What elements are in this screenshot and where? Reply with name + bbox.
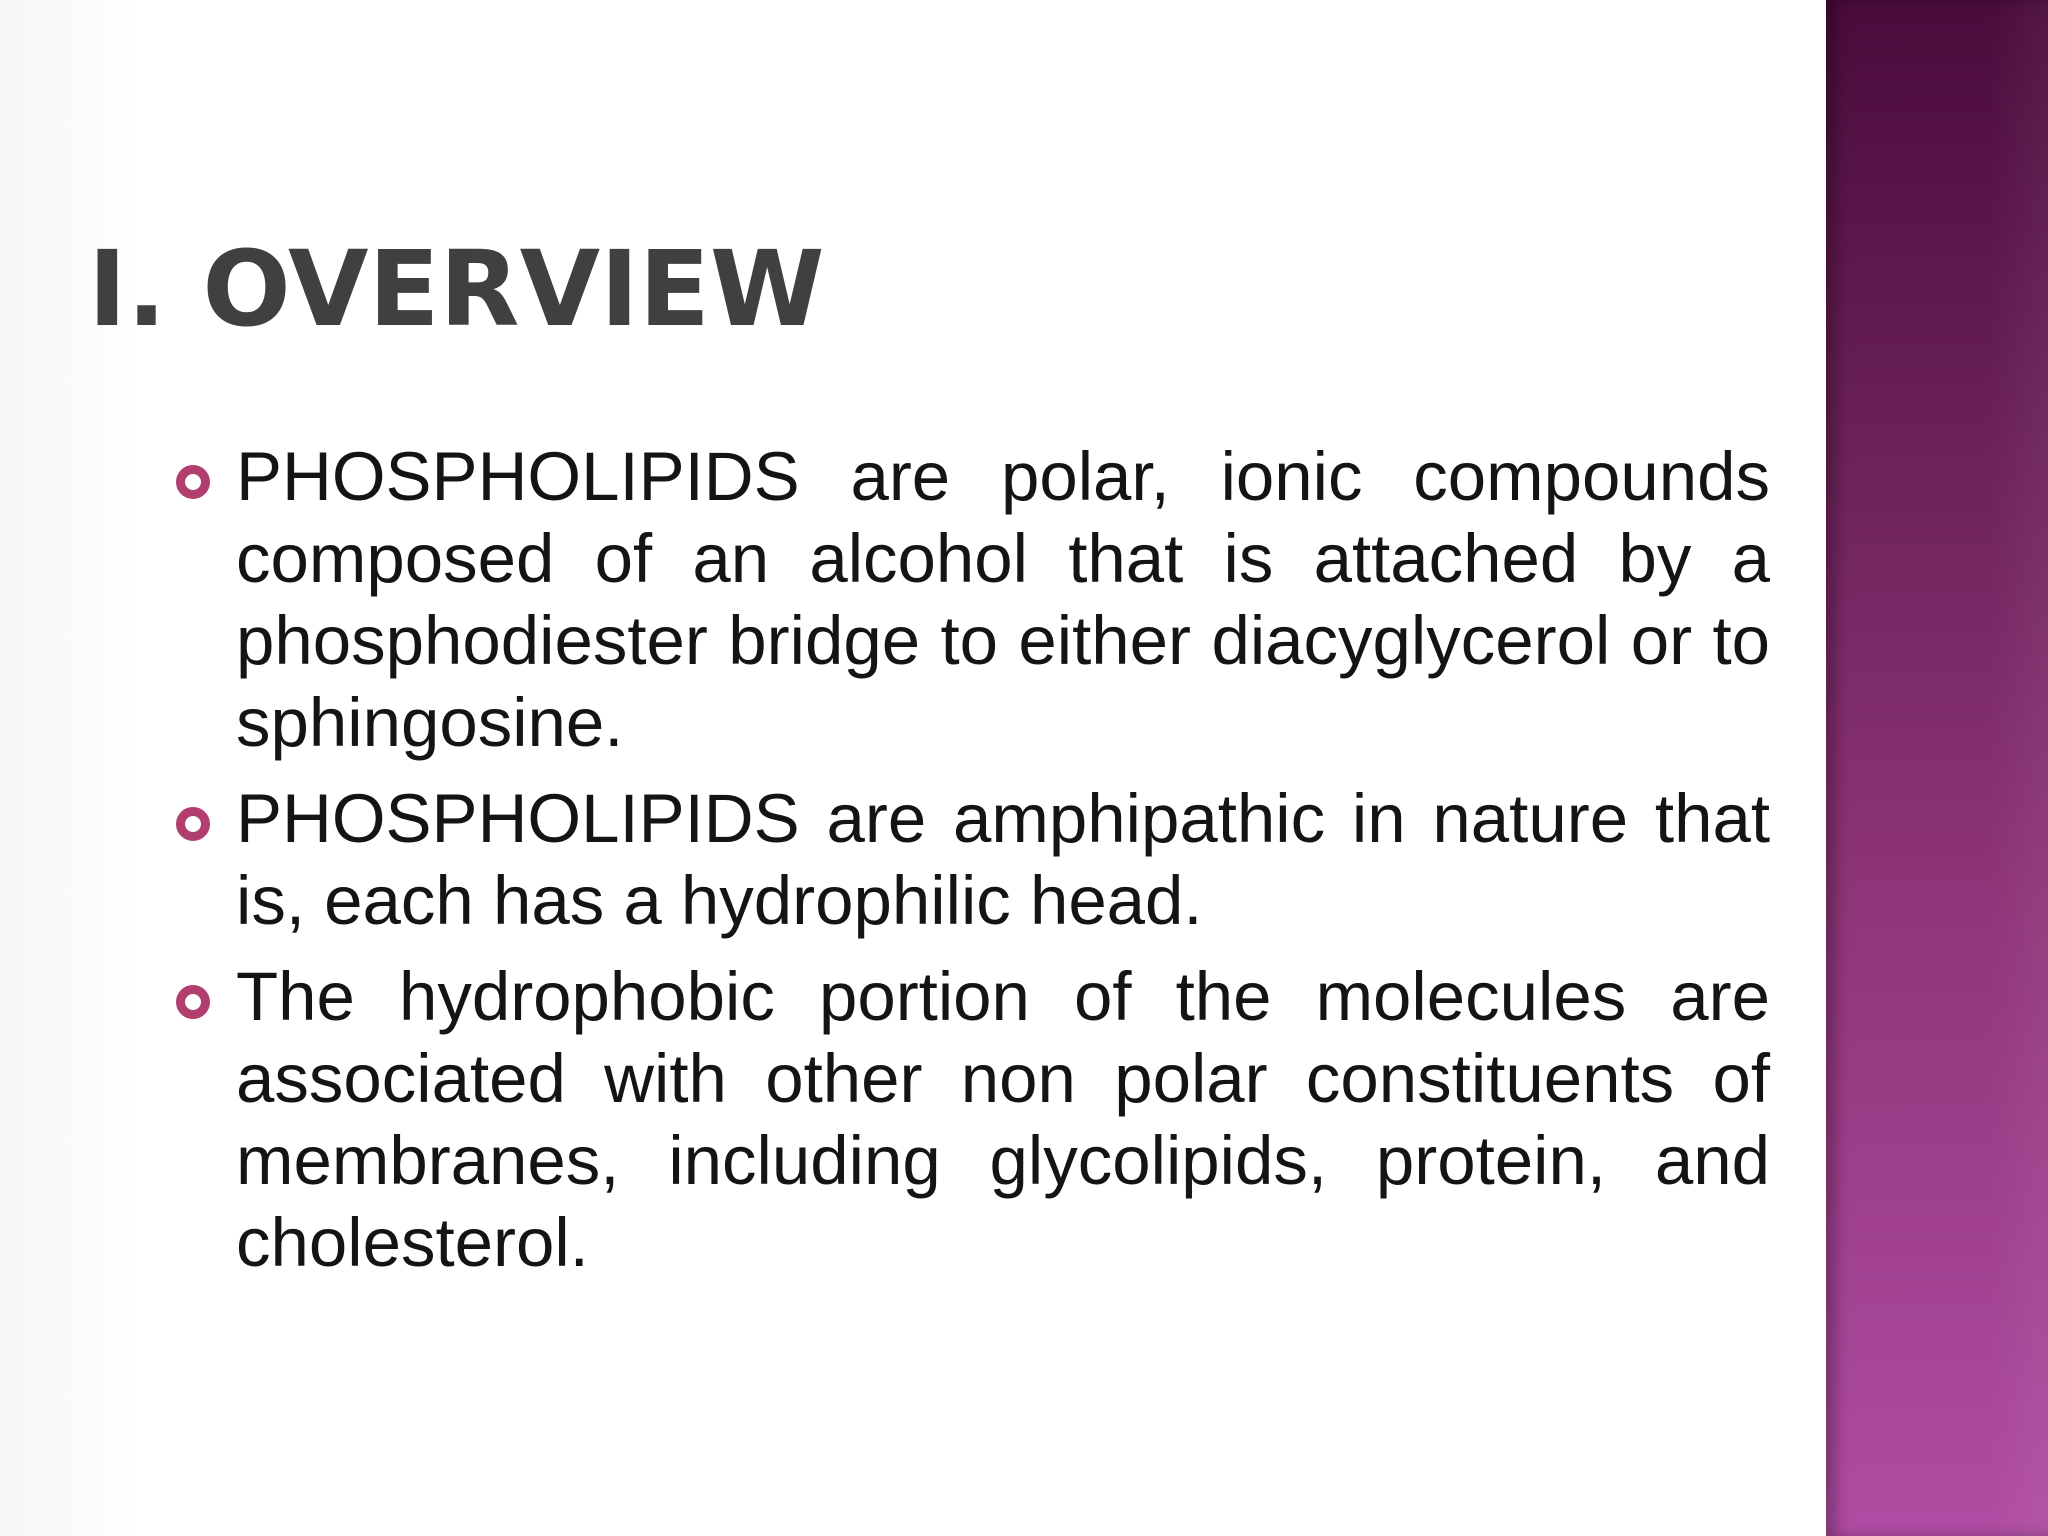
bullet-circle-icon	[176, 465, 210, 499]
slide-title: I. OVERVIEW	[88, 228, 825, 350]
side-decorative-band	[1826, 0, 2048, 1536]
bullet-item	[176, 778, 1770, 942]
bullet-circle-icon	[176, 985, 210, 1019]
bullet-item	[176, 956, 1770, 1284]
bullet-item	[176, 436, 1770, 764]
bullet-text: The hydrophobic portion of the molecules are associated with other non polar constituents of membranes, including glycolipids, protein, and cholesterol.	[236, 958, 1770, 1281]
bullet-text: PHOSPHOLIPIDS are polar, ionic compounds composed of an alcohol that is attached by a phosphodiester bridge to either diacyglycerol or to sphingosine.	[236, 438, 1770, 761]
bullet-list	[176, 436, 1770, 1298]
bullet-circle-icon	[176, 807, 210, 841]
bullet-text: PHOSPHOLIPIDS are amphipathic in nature that is, each has a hydrophilic head.	[236, 780, 1770, 939]
